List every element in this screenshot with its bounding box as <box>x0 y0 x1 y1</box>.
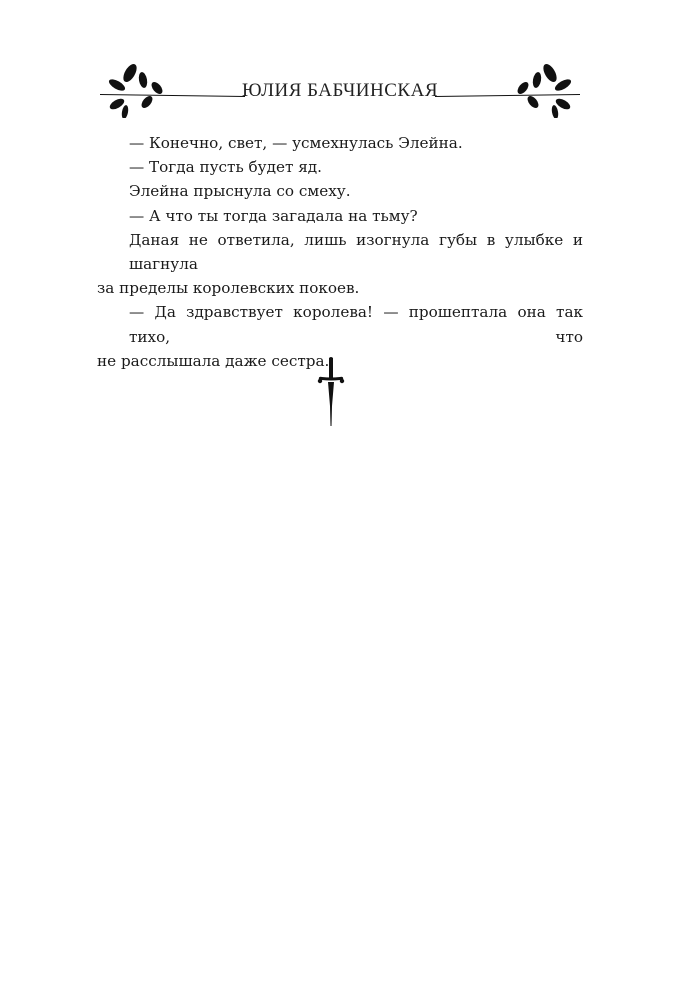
leaf-branch-icon <box>425 58 585 118</box>
text-line: за пределы королевских покоев. <box>97 279 360 298</box>
body-text <box>97 131 583 373</box>
text-line: Даная не ответила, лишь изогнула губы в улыбке и шагнула <box>129 230 583 274</box>
text-line: — Тогда пусть будет яд. <box>129 158 322 177</box>
running-header <box>95 58 585 118</box>
author-name: ЮЛИЯ БАБЧИНСКАЯ <box>242 80 438 101</box>
text-line: — А что ты тогда загадала на тьму? <box>129 206 418 225</box>
text-line: — Конечно, свет, — усмехнулась Элейна. <box>129 134 463 152</box>
text-line: — Да здравствует королева! — прошептала она так тихо, что <box>129 303 583 346</box>
dagger-icon <box>316 356 346 428</box>
text-line: Элейна прыснула со смеху. <box>129 182 351 201</box>
text-line: не расслышала даже сестра. <box>97 351 330 370</box>
